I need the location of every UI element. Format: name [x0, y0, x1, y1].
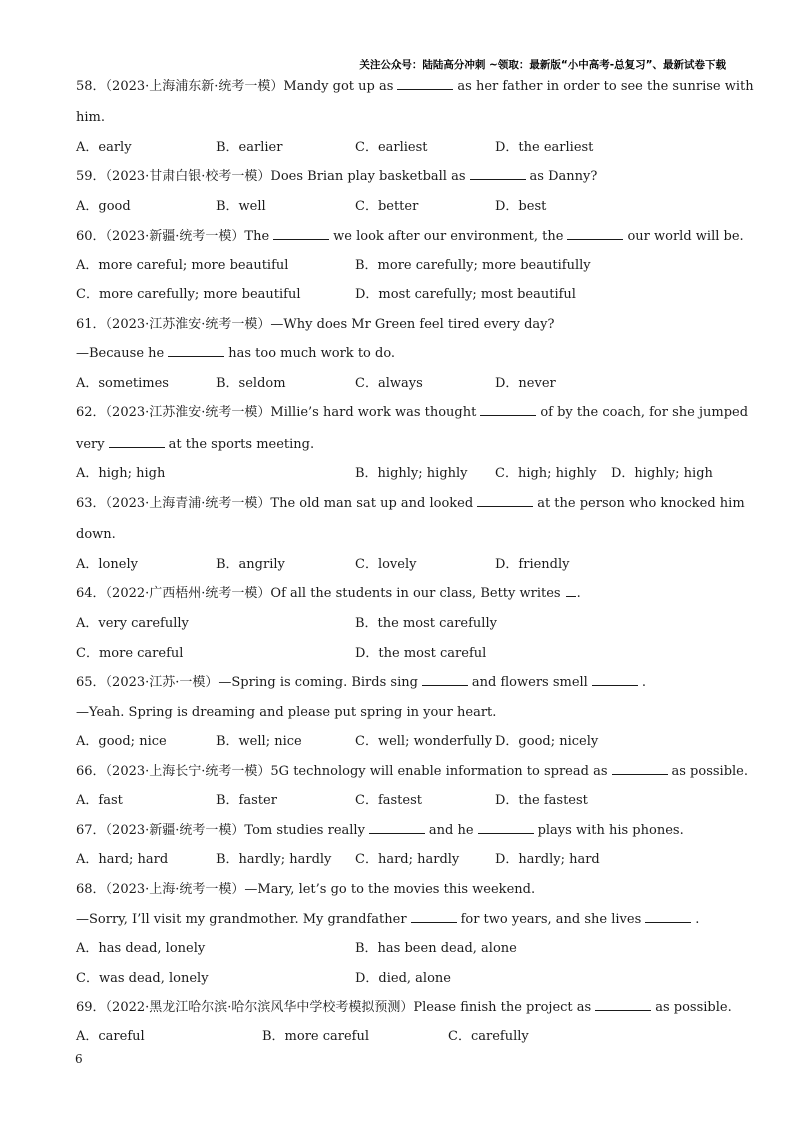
q58-option-c[interactable]: C．earliest — [355, 140, 428, 155]
q64-option-d[interactable]: D．the most careful — [355, 646, 487, 661]
q62-option-b[interactable]: B．highly; highly — [355, 466, 468, 481]
q64-option-c[interactable]: C．more careful — [76, 646, 184, 661]
q65-option-d[interactable]: D．good; nicely — [495, 734, 599, 749]
answer-blank[interactable] — [480, 404, 536, 416]
q63-option-a[interactable]: A．lonely — [76, 557, 138, 572]
q61-option-b[interactable]: B．seldom — [216, 376, 286, 391]
q64-option-b[interactable]: B．the most carefully — [355, 616, 497, 631]
q67-option-b[interactable]: B．hardly; hardly — [216, 852, 332, 867]
q68-option-c[interactable]: C．was dead, lonely — [76, 971, 209, 986]
q68-option-a[interactable]: A．has dead, lonely — [76, 941, 206, 956]
question-63-stem: 63．（2023·上海青浦·统考一模）The old man sat up and looked at the person who knocked him — [76, 496, 745, 511]
question-69-stem: 69．（2022·黑龙江哈尔滨·哈尔滨风华中学校考模拟预测）Please finish the project as as possible. — [76, 1000, 732, 1015]
q61-option-d[interactable]: D．never — [495, 376, 556, 391]
q69-option-a[interactable]: A．careful — [76, 1029, 145, 1044]
q60-option-a[interactable]: A．more careful; more beautiful — [76, 258, 289, 273]
q59-option-a[interactable]: A．good — [76, 199, 131, 214]
answer-blank[interactable] — [411, 911, 457, 923]
answer-blank[interactable] — [109, 436, 165, 448]
question-66-stem: 66．（2023·上海长宁·统考一模）5G technology will enable information to spread as as possible. — [76, 764, 749, 779]
q64-option-a[interactable]: A．very carefully — [76, 616, 189, 631]
answer-blank[interactable] — [592, 674, 638, 686]
answer-blank[interactable] — [470, 168, 526, 180]
q60-option-c[interactable]: C．more carefully; more beautiful — [76, 287, 301, 302]
q67-option-d[interactable]: D．hardly; hard — [495, 852, 600, 867]
q59-option-c[interactable]: C．better — [355, 199, 419, 214]
question-61-reply: —Because he has too much work to do. — [76, 346, 396, 361]
question-58-stem: 58．（2023·上海浦东新·统考一模）Mandy got up as as her father in order to see the sunrise with — [76, 79, 754, 94]
q62-option-c[interactable]: C．high; highly — [495, 466, 597, 481]
q61-option-c[interactable]: C．always — [355, 376, 423, 391]
question-68-reply: —Sorry, I’ll visit my grandmother. My grandfather for two years, and she lives . — [76, 912, 700, 927]
answer-blank[interactable] — [273, 228, 329, 240]
q66-option-d[interactable]: D．the fastest — [495, 793, 588, 808]
q69-option-c[interactable]: C．carefully — [448, 1029, 529, 1044]
q63-option-c[interactable]: C．lovely — [355, 557, 417, 572]
q58-option-b[interactable]: B．earlier — [216, 140, 283, 155]
answer-blank[interactable] — [168, 345, 224, 357]
q65-option-b[interactable]: B．well; nice — [216, 734, 302, 749]
answer-blank[interactable] — [397, 78, 453, 90]
page-header: 关注公众号：陆陆高分冲刺 ~领取：最新版“小中高考-总复习”、最新试卷下载 — [359, 59, 726, 71]
answer-blank[interactable] — [567, 228, 623, 240]
question-65-reply: —Yeah. Spring is dreaming and please put spring in your heart. — [76, 705, 497, 720]
q65-option-a[interactable]: A．good; nice — [76, 734, 167, 749]
q68-option-d[interactable]: D．died, alone — [355, 971, 451, 986]
q66-option-c[interactable]: C．fastest — [355, 793, 422, 808]
q63-option-b[interactable]: B．angrily — [216, 557, 285, 572]
question-59-stem: 59．（2023·甘肃白银·校考一模）Does Brian play basketball as as Danny? — [76, 169, 598, 184]
question-62-stem-cont: very at the sports meeting. — [76, 437, 315, 452]
q58-option-d[interactable]: D．the earliest — [495, 140, 594, 155]
question-67-stem: 67．（2023·新疆·统考一模）Tom studies really and he plays with his phones. — [76, 823, 684, 838]
q60-option-d[interactable]: D．most carefully; most beautiful — [355, 287, 576, 302]
q67-option-a[interactable]: A．hard; hard — [76, 852, 169, 867]
answer-blank[interactable] — [422, 674, 468, 686]
q61-option-a[interactable]: A．sometimes — [76, 376, 169, 391]
q58-option-a[interactable]: A．early — [76, 140, 132, 155]
question-61-stem: 61．（2023·江苏淮安·统考一模）—Why does Mr Green feel tired every day? — [76, 317, 555, 332]
question-63-stem-cont: down. — [76, 527, 116, 542]
q59-option-b[interactable]: B．well — [216, 199, 266, 214]
answer-blank[interactable] — [645, 911, 691, 923]
question-60-stem: 60．（2023·新疆·统考一模）The we look after our environment, the our world will be. — [76, 229, 744, 244]
answer-blank[interactable] — [477, 495, 533, 507]
q59-option-d[interactable]: D．best — [495, 199, 547, 214]
answer-blank[interactable] — [369, 822, 425, 834]
answer-blank[interactable] — [566, 585, 576, 597]
q65-option-c[interactable]: C．well; wonderfully — [355, 734, 492, 749]
question-58-stem-cont: him. — [76, 110, 105, 125]
q66-option-a[interactable]: A．fast — [76, 793, 123, 808]
q67-option-c[interactable]: C．hard; hardly — [355, 852, 460, 867]
answer-blank[interactable] — [478, 822, 534, 834]
q60-option-b[interactable]: B．more carefully; more beautifully — [355, 258, 591, 273]
answer-blank[interactable] — [612, 763, 668, 775]
question-68-stem: 68．（2023·上海·统考一模）—Mary, let’s go to the movies this weekend. — [76, 882, 536, 897]
q62-option-d[interactable]: D．highly; high — [611, 466, 713, 481]
q68-option-b[interactable]: B．has been dead, alone — [355, 941, 517, 956]
q69-option-b[interactable]: B．more careful — [262, 1029, 370, 1044]
q66-option-b[interactable]: B．faster — [216, 793, 277, 808]
question-62-stem: 62．（2023·江苏淮安·统考一模）Millie’s hard work was thought of by the coach, for she jumped — [76, 405, 749, 420]
q62-option-a[interactable]: A．high; high — [76, 466, 166, 481]
page-number: 6 — [75, 1052, 83, 1066]
answer-blank[interactable] — [595, 999, 651, 1011]
q63-option-d[interactable]: D．friendly — [495, 557, 570, 572]
question-65-stem: 65．（2023·江苏·一模）—Spring is coming. Birds sing and flowers smell . — [76, 675, 646, 690]
question-64-stem: 64．（2022·广西梧州·统考一模）Of all the students in our class, Betty writes . — [76, 586, 581, 601]
